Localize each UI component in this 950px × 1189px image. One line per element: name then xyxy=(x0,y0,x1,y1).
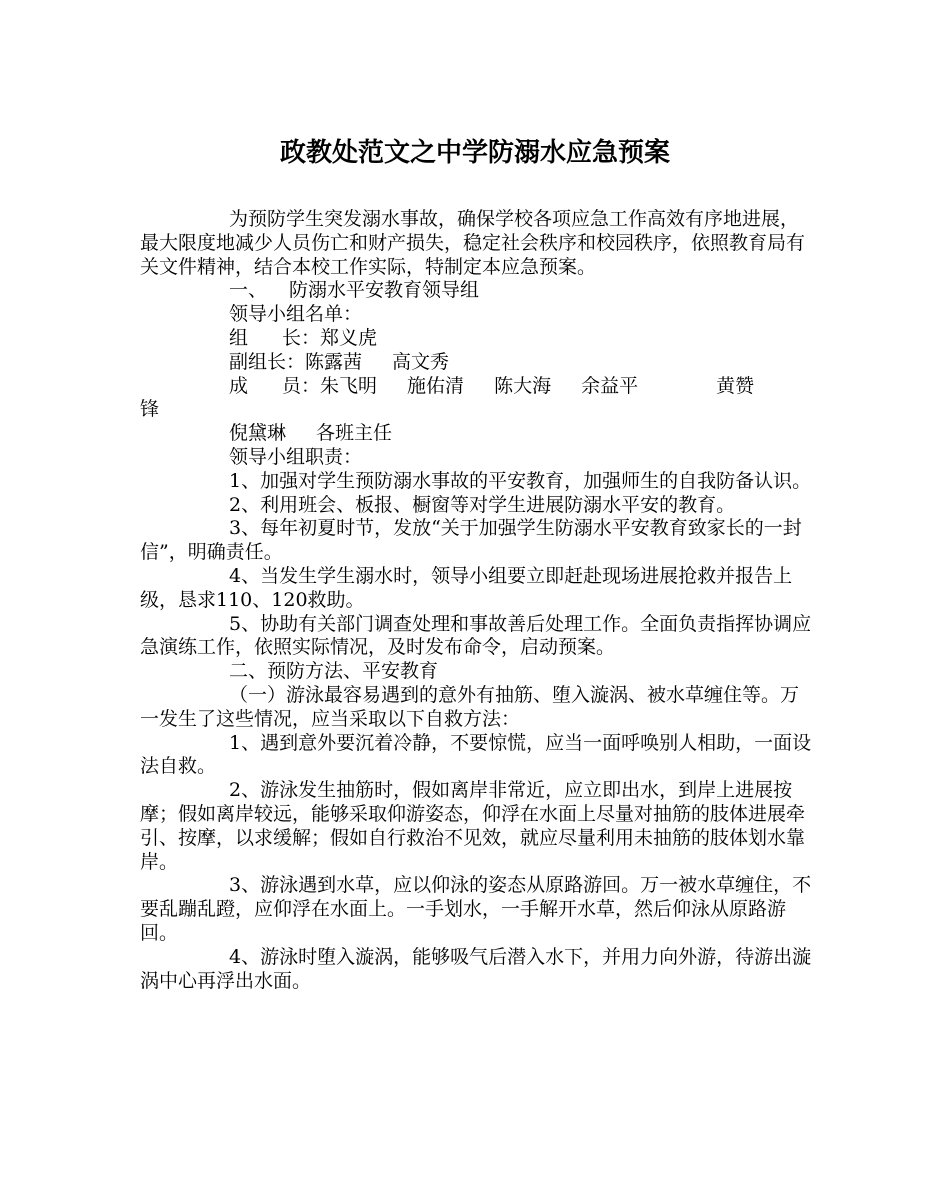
document-body xyxy=(140,208,812,993)
member-name: 陈大海 xyxy=(494,374,552,397)
self-rescue-item: 4、游泳时堕入漩涡，能够吸气后潜入水下，并用力向外游，待游出漩涡中心再浮出水面。 xyxy=(140,945,812,992)
self-rescue-item: 2、游泳发生抽筋时，假如离岸非常近，应立即出水，到岸上进展按摩；假如离岸较远，能够采取仰游姿态，仰浮在水面上尽量对抽筋的肢体进展牵引、按摩，以求缓解；假如自行救治不见效，就应尽量利用未抽筋的肢体划水靠岸。 xyxy=(140,779,806,873)
deputy-name: 高文秀 xyxy=(392,350,450,373)
self-rescue-item: 3、游泳遇到水草，应以仰泳的姿态从原路游回。万一被水草缠住，不要乱蹦乱蹬，应仰浮在水面上。一手划水，一手解开水草，然后仰泳从原路游回。 xyxy=(140,874,812,944)
section1-heading xyxy=(140,279,812,303)
leader-list-label: 领导小组名单： xyxy=(229,303,363,326)
duty-item: 1、加强对学生预防溺水事故的平安教育，加强师生的自我防备认识。 xyxy=(229,469,812,492)
section1-heading-number: 一、 xyxy=(229,279,268,302)
member-name: 倪黛琳 xyxy=(229,422,287,445)
duty-item: 2、利用班会、板报、橱窗等对学生进展防溺水平安的教育。 xyxy=(229,493,736,516)
duty-item: 3、每年初夏时节，发放“关于加强学生防溺水平安教育致家长的一封信”，明确责任。 xyxy=(140,517,802,564)
member-name: 各班主任 xyxy=(316,422,393,445)
member-name: 施佑清 xyxy=(407,374,465,397)
member-line-wrap: 锋 xyxy=(140,398,160,421)
self-rescue-item: 1、遇到意外要沉着冷静，不要惊慌，应当一面呼唤别人相助，一面设法自救。 xyxy=(140,731,812,778)
duty-item: 4、当发生学生溺水时，领导小组要立即赶赴现场进展抢救并报告上级，恳求110、120救助。 xyxy=(140,564,793,611)
leader-line xyxy=(140,327,812,351)
deputy-line xyxy=(140,351,812,375)
member-label-char1: 成 xyxy=(229,374,249,397)
section2-sub1: （一）游泳最容易遇到的意外有抽筋、堕入漩涡、被水草缠住等。万一发生了这些情况，应当采取以下自救方法： xyxy=(140,683,800,730)
section2-heading: 二、预防方法、平安教育 xyxy=(229,660,439,683)
member-name: 黄赞 xyxy=(716,374,755,397)
document-title: 政教处范文之中学防溺水应急预案 xyxy=(279,138,670,168)
member-label-char2: 员： xyxy=(282,374,321,397)
intro-paragraph: 为预防学生突发溺水事故，确保学校各项应急工作高效有序地进展，最大限度地减少人员伤亡和财产损失，稳定社会秩序和校园秩序，依照教育局有关文件精神，结合本校工作实际，特制定本应急预案。 xyxy=(140,208,806,278)
deputy-name: 陈露茜 xyxy=(305,350,363,373)
member-name: 余益平 xyxy=(581,374,639,397)
duties-label: 领导小组职责： xyxy=(229,445,363,468)
member-line-2 xyxy=(140,422,812,446)
leader-name: 郑义虎 xyxy=(320,326,378,349)
deputy-label: 副组长： xyxy=(229,350,306,373)
member-line xyxy=(140,375,812,399)
member-name: 朱飞明 xyxy=(320,374,378,397)
leader-label-char1: 组 xyxy=(229,326,249,349)
duty-item: 5、协助有关部门调查处理和事故善后处理工作。全面负责指挥协调应急演练工作，依照实际情况，及时发布命令，启动预案。 xyxy=(140,612,812,659)
section1-heading-text: 防溺水平安教育领导组 xyxy=(289,279,480,302)
leader-label-char2: 长： xyxy=(282,326,321,349)
